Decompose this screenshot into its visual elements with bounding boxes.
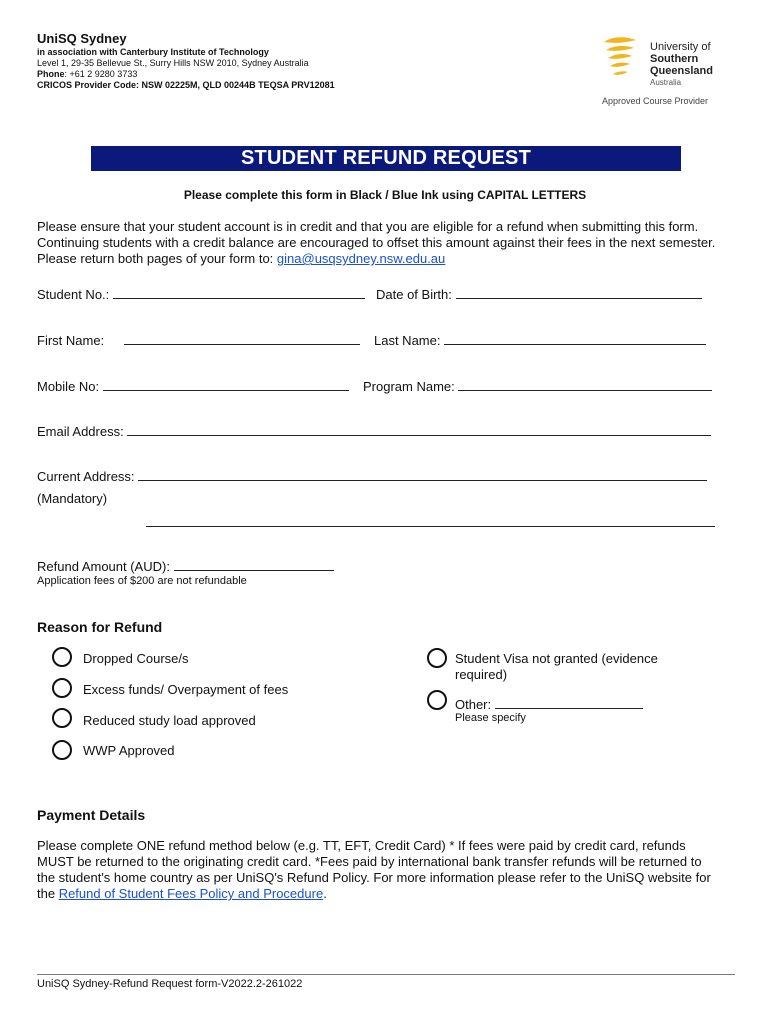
email-line[interactable]	[127, 424, 711, 436]
payment-paragraph	[37, 838, 717, 902]
other-line[interactable]	[495, 697, 643, 709]
mobile-line[interactable]	[103, 379, 349, 391]
radio-wwp-approved[interactable]	[52, 740, 72, 760]
footer-text: UniSQ Sydney-Refund Request form-V2022.2-261022	[37, 978, 303, 990]
intro-text: Please ensure that your student account is in credit and that you are eligible for a refund when submitting this form. Continuing students with a credit balance are encouraged to offset this amount against their fees in the next semester. Please return both pages of your form to:	[37, 219, 716, 266]
student-no-field[interactable]	[37, 287, 365, 302]
logo-wordmark	[650, 41, 713, 89]
option-reduced-load: Reduced study load approved	[83, 713, 256, 728]
mobile-label: Mobile No:	[37, 379, 100, 394]
refund-amount-field[interactable]	[37, 559, 334, 574]
usq-logo	[598, 36, 718, 111]
mobile-field[interactable]	[37, 379, 349, 394]
dob-label: Date of Birth:	[376, 287, 452, 302]
phone-line	[37, 69, 137, 80]
radio-visa-not-granted[interactable]	[427, 648, 447, 668]
footer-divider	[37, 974, 735, 975]
first-name-field[interactable]	[37, 333, 360, 348]
fee-note: Application fees of $200 are not refundable	[37, 575, 247, 587]
option-wwp-approved: WWP Approved	[83, 743, 175, 758]
address-line: Level 1, 29-35 Bellevue St., Surry Hills NSW 2010, Sydney Australia	[37, 58, 309, 68]
refund-amount-line[interactable]	[174, 559, 334, 571]
refund-policy-link[interactable]: Refund of Student Fees Policy and Procedure	[58, 886, 324, 901]
first-name-line[interactable]	[124, 333, 360, 345]
reason-heading: Reason for Refund	[37, 619, 163, 635]
approved-provider-label: Approved Course Provider	[602, 96, 709, 106]
logo-line2: Southern	[650, 53, 699, 65]
dob-field[interactable]	[376, 287, 702, 302]
option-dropped-course: Dropped Course/s	[83, 651, 189, 666]
logo-line3: Queensland	[650, 65, 713, 77]
program-label: Program Name:	[363, 379, 455, 394]
radio-reduced-load[interactable]	[52, 708, 72, 728]
phone-label: Phone	[37, 69, 65, 79]
student-no-line[interactable]	[113, 287, 365, 299]
payment-text: Please complete ONE refund method below (e.g. TT, EFT, Credit Card) * If fees were paid by credit card, refunds MUST be returned to the originating credit card. *Fees paid by international bank transfer refunds will be returned to the student's home country as per UniSQ's Refund Policy. For more information please refer to the UniSQ website for the	[37, 838, 711, 901]
radio-excess-funds[interactable]	[52, 678, 72, 698]
address-label: Current Address:	[37, 469, 135, 484]
institution-name: UniSQ Sydney	[37, 31, 127, 46]
dob-line[interactable]	[456, 287, 702, 299]
payment-heading: Payment Details	[37, 807, 146, 823]
last-name-line[interactable]	[444, 333, 706, 345]
student-no-label: Student No.:	[37, 287, 110, 302]
contact-email-link[interactable]: gina@usqsydney.nsw.edu.au	[276, 251, 446, 266]
address-line-2[interactable]	[146, 515, 715, 527]
intro-paragraph	[37, 219, 737, 267]
option-other[interactable]	[455, 697, 643, 712]
last-name-label: Last Name:	[374, 333, 441, 348]
radio-dropped-course[interactable]	[52, 647, 72, 667]
address-line-1[interactable]	[138, 469, 707, 481]
option-visa-line1: Student Visa not granted (evidence	[455, 651, 658, 666]
address-field[interactable]	[37, 469, 707, 484]
association-line: in association with Canterbury Institute of Technology	[37, 47, 269, 57]
phone-value: : +61 2 9280 3733	[64, 69, 138, 79]
email-label: Email Address:	[37, 424, 124, 439]
radio-other[interactable]	[427, 690, 447, 710]
logo-line1: University of	[650, 41, 711, 53]
last-name-field[interactable]	[374, 333, 706, 348]
other-hint: Please specify	[455, 712, 526, 724]
logo-line4: Australia	[650, 78, 682, 87]
cricos-line: CRICOS Provider Code: NSW 02225M, QLD 00244B TEQSA PRV12081	[37, 80, 335, 90]
other-label: Other:	[455, 697, 492, 712]
option-visa-line2: required)	[455, 667, 508, 682]
form-title: STUDENT REFUND REQUEST	[91, 146, 681, 171]
program-line[interactable]	[458, 379, 712, 391]
ink-instruction: Please complete this form in Black / Blue Ink using CAPITAL LETTERS	[183, 188, 587, 202]
option-excess-funds: Excess funds/ Overpayment of fees	[83, 682, 289, 697]
payment-end: .	[323, 886, 327, 901]
first-name-label: First Name:	[37, 333, 105, 348]
email-field[interactable]	[37, 424, 711, 439]
usq-logo-mark-icon	[600, 36, 640, 80]
program-field[interactable]	[363, 379, 712, 394]
refund-amount-label: Refund Amount (AUD):	[37, 559, 170, 574]
mandatory-note: (Mandatory)	[37, 491, 108, 506]
